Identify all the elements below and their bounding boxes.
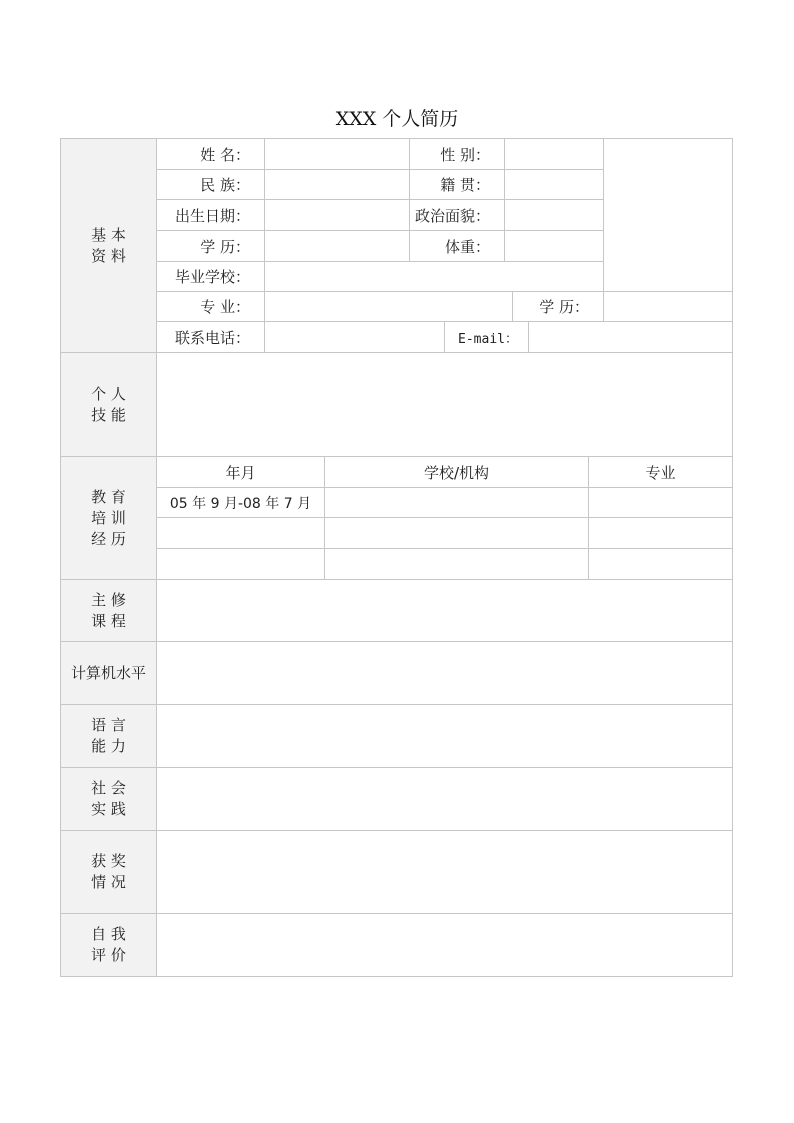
email-label: E-mail：: [444, 321, 529, 353]
section-label: 经 历: [91, 529, 126, 548]
section-label: 基 本: [91, 225, 126, 244]
weight-label: 体重：: [409, 230, 505, 262]
gender-field[interactable]: [504, 138, 604, 170]
political-status-field[interactable]: [504, 199, 604, 231]
column-header-major: 专业: [588, 456, 733, 488]
language-field[interactable]: [156, 704, 733, 768]
ethnicity-field[interactable]: [264, 169, 410, 200]
native-place-field[interactable]: [504, 169, 604, 200]
skills-field[interactable]: [156, 352, 733, 457]
photo-box[interactable]: [603, 138, 733, 292]
section-awards: [60, 830, 157, 914]
birth-date-field[interactable]: [264, 199, 410, 231]
phone-label: 联系电话：: [156, 321, 265, 353]
section-label: 能 力: [91, 737, 126, 755]
table-row-date[interactable]: 05 年 9 月-08 年 7 月: [156, 487, 325, 518]
section-label: 评 价: [91, 946, 126, 964]
email-field[interactable]: [528, 321, 733, 353]
section-label: 课 程: [91, 611, 126, 630]
practice-field[interactable]: [156, 767, 733, 831]
section-language: [60, 704, 157, 768]
school-label: 毕业学校：: [156, 261, 265, 292]
section-self-evaluation: [60, 913, 157, 977]
table-row-major[interactable]: [588, 487, 733, 518]
page-title: XXX 个人简历: [335, 108, 459, 130]
name-label: 姓 名：: [156, 138, 265, 170]
major-field[interactable]: [264, 291, 513, 322]
table-row-school[interactable]: [324, 517, 589, 549]
birth-date-label: 出生日期：: [156, 199, 265, 231]
name-field[interactable]: [264, 138, 410, 170]
section-label: 技 能: [91, 405, 126, 424]
ethnicity-label: 民 族：: [156, 169, 265, 200]
section-label: 教 育: [91, 487, 126, 506]
degree-field[interactable]: [603, 291, 733, 322]
section-label: 培 训: [91, 508, 126, 527]
column-header-school: 学校/机构: [324, 456, 589, 488]
computer-field[interactable]: [156, 641, 733, 705]
section-practice: [60, 767, 157, 831]
section-label: 社 会: [91, 779, 126, 797]
table-row-school[interactable]: [324, 487, 589, 518]
section-skills: [60, 352, 157, 457]
courses-field[interactable]: [156, 579, 733, 642]
political-status-label: 政治面貌：: [409, 199, 505, 231]
section-label: 情 况: [91, 873, 126, 891]
table-row-major[interactable]: [588, 548, 733, 580]
section-computer: [60, 641, 157, 705]
native-place-label: 籍 贯：: [409, 169, 505, 200]
table-row-major[interactable]: [588, 517, 733, 549]
section-courses: [60, 579, 157, 642]
section-label: 获 奖: [91, 852, 126, 870]
self-evaluation-field[interactable]: [156, 913, 733, 977]
section-basic-info: [60, 138, 157, 353]
section-label: 主 修: [91, 590, 126, 609]
school-field[interactable]: [264, 261, 604, 292]
table-row-school[interactable]: [324, 548, 589, 580]
section-label: 实 践: [91, 800, 126, 818]
education-level-field[interactable]: [264, 230, 410, 262]
column-header-date: 年月: [156, 456, 325, 488]
section-label: 计算机水平: [70, 663, 146, 682]
section-label: 自 我: [91, 925, 126, 943]
awards-field[interactable]: [156, 830, 733, 914]
section-education: [60, 456, 157, 580]
degree-label: 学 历：: [512, 291, 604, 322]
table-row-date[interactable]: [156, 548, 325, 580]
phone-field[interactable]: [264, 321, 445, 353]
weight-field[interactable]: [504, 230, 604, 262]
section-label: 个 人: [91, 384, 126, 403]
major-label: 专 业：: [156, 291, 265, 322]
gender-label: 性 别：: [409, 138, 505, 170]
section-label: 语 言: [91, 716, 126, 734]
table-row-date[interactable]: [156, 517, 325, 549]
section-label: 资 料: [91, 246, 126, 265]
education-level-label: 学 历：: [156, 230, 265, 262]
